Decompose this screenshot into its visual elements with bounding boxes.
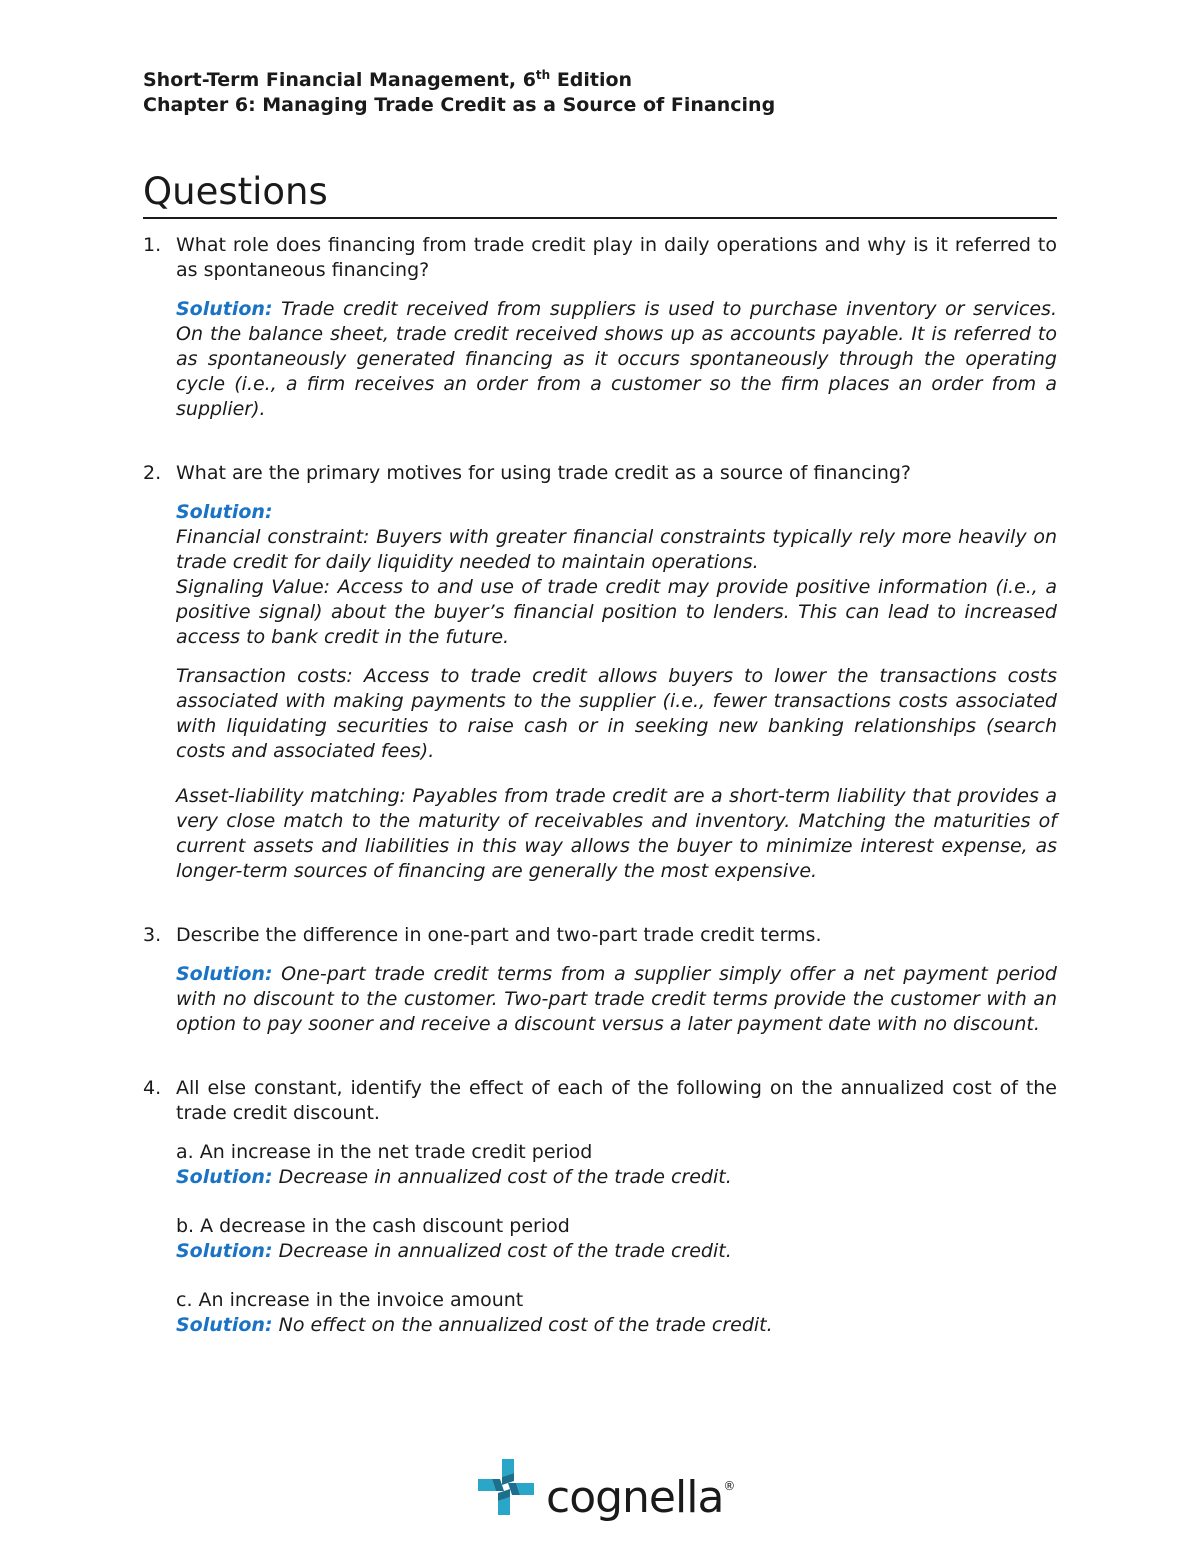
solution: [176, 1313, 1057, 1338]
solution-label: Solution:: [176, 501, 273, 523]
question-number: 4.: [143, 1077, 162, 1099]
registered-mark: ®: [723, 1479, 736, 1493]
solution-text: No effect on the annualized cost of the trade credit.: [272, 1314, 773, 1336]
question-4: [143, 1076, 1057, 1338]
section-title: Questions: [143, 170, 1057, 219]
question-number: 2.: [143, 462, 162, 484]
book-title: [143, 68, 1057, 93]
question-list: [143, 233, 1057, 1338]
solution-text: Decrease in annualized cost of the trade credit.: [272, 1166, 732, 1188]
cognella-logo-mark-icon: [474, 1455, 538, 1519]
question-1: [143, 233, 1057, 422]
solution-label: Solution:: [176, 963, 273, 985]
sub-question-c: [176, 1288, 1057, 1338]
solution-text: One-part trade credit terms from a supplier simply offer a net payment period with no discount to the customer. Two-part trade credit terms provide the customer with an option to pay sooner and receive a discount versus a later payment date with no discount.: [176, 963, 1057, 1035]
solution-label: Solution:: [176, 1240, 273, 1262]
question-number: 3.: [143, 924, 162, 946]
solution-text: Trade credit received from suppliers is used to purchase inventory or services. On the balance sheet, trade credit received shows up as accounts payable. It is referred to as spontaneously generated financing as it occurs spontaneously through the operating cycle (i.e., a firm receives an order from a customer so the firm places an order from a supplier).: [176, 298, 1057, 420]
solution: [176, 500, 1057, 525]
question-text: What are the primary motives for using trade credit as a source of financing?: [176, 462, 912, 484]
solution-label: Solution:: [176, 1314, 273, 1336]
sub-question-text: b. A decrease in the cash discount period: [176, 1215, 570, 1237]
document-page: [143, 68, 1057, 1338]
logo-text: cognella: [546, 1472, 724, 1523]
sub-question-a: [176, 1140, 1057, 1190]
solution-label: Solution:: [176, 1166, 273, 1188]
book-title-main: Short-Term Financial Management, 6: [143, 69, 536, 91]
sub-question-text: c. An increase in the invoice amount: [176, 1289, 524, 1311]
chapter-title: Chapter 6: Managing Trade Credit as a Source of Financing: [143, 94, 776, 116]
book-title-edition: Edition: [550, 69, 633, 91]
question-3: [143, 923, 1057, 1037]
solution: [176, 1239, 1057, 1264]
solution: [176, 1165, 1057, 1190]
cognella-wordmark: [546, 1457, 735, 1527]
solution: [176, 297, 1057, 422]
question-text: What role does financing from trade credit play in daily operations and why is it referred to as spontaneous financing?: [176, 234, 1057, 281]
solution: [176, 962, 1057, 1037]
question-text: Describe the difference in one-part and two-part trade credit terms.: [176, 924, 822, 946]
solution-text: Decrease in annualized cost of the trade credit.: [272, 1240, 732, 1262]
sub-question-b: [176, 1214, 1057, 1264]
cognella-logo: [474, 1455, 736, 1523]
sub-question-text: a. An increase in the net trade credit period: [176, 1141, 593, 1163]
question-text: All else constant, identify the effect of each of the following on the annualized cost of the trade credit discount.: [176, 1077, 1057, 1124]
motive-transaction-costs: Transaction costs: Access to trade credit allows buyers to lower the transactions costs associated with making payments to the supplier (i.e., fewer transactions costs associated with liquidating securities to raise cash or in seeking new banking relationships (search costs and associated fees).: [176, 665, 1057, 762]
motive-financial-constraint: Financial constraint: Buyers with greater financial constraints typically rely more heavily on trade credit for daily liquidity needed to maintain operations.: [176, 526, 1057, 573]
motive-asset-liability-matching: Asset-liability matching: Payables from trade credit are a short-term liability that provides a very close match to the maturity of receivables and inventory. Matching the maturities of current assets and liabilities in this way allows the buyer to minimize interest expense, as longer-term sources of financing are generally the most expensive.: [176, 785, 1057, 882]
solution-label: Solution:: [176, 298, 273, 320]
book-title-superscript: th: [535, 68, 551, 82]
question-number: 1.: [143, 234, 162, 256]
motive-signaling-value: Signaling Value: Access to and use of trade credit may provide positive information (i.e., a positive signal) about the buyer’s financial position to lenders. This can lead to increased access to bank credit in the future.: [176, 576, 1057, 648]
question-2: [143, 461, 1057, 884]
